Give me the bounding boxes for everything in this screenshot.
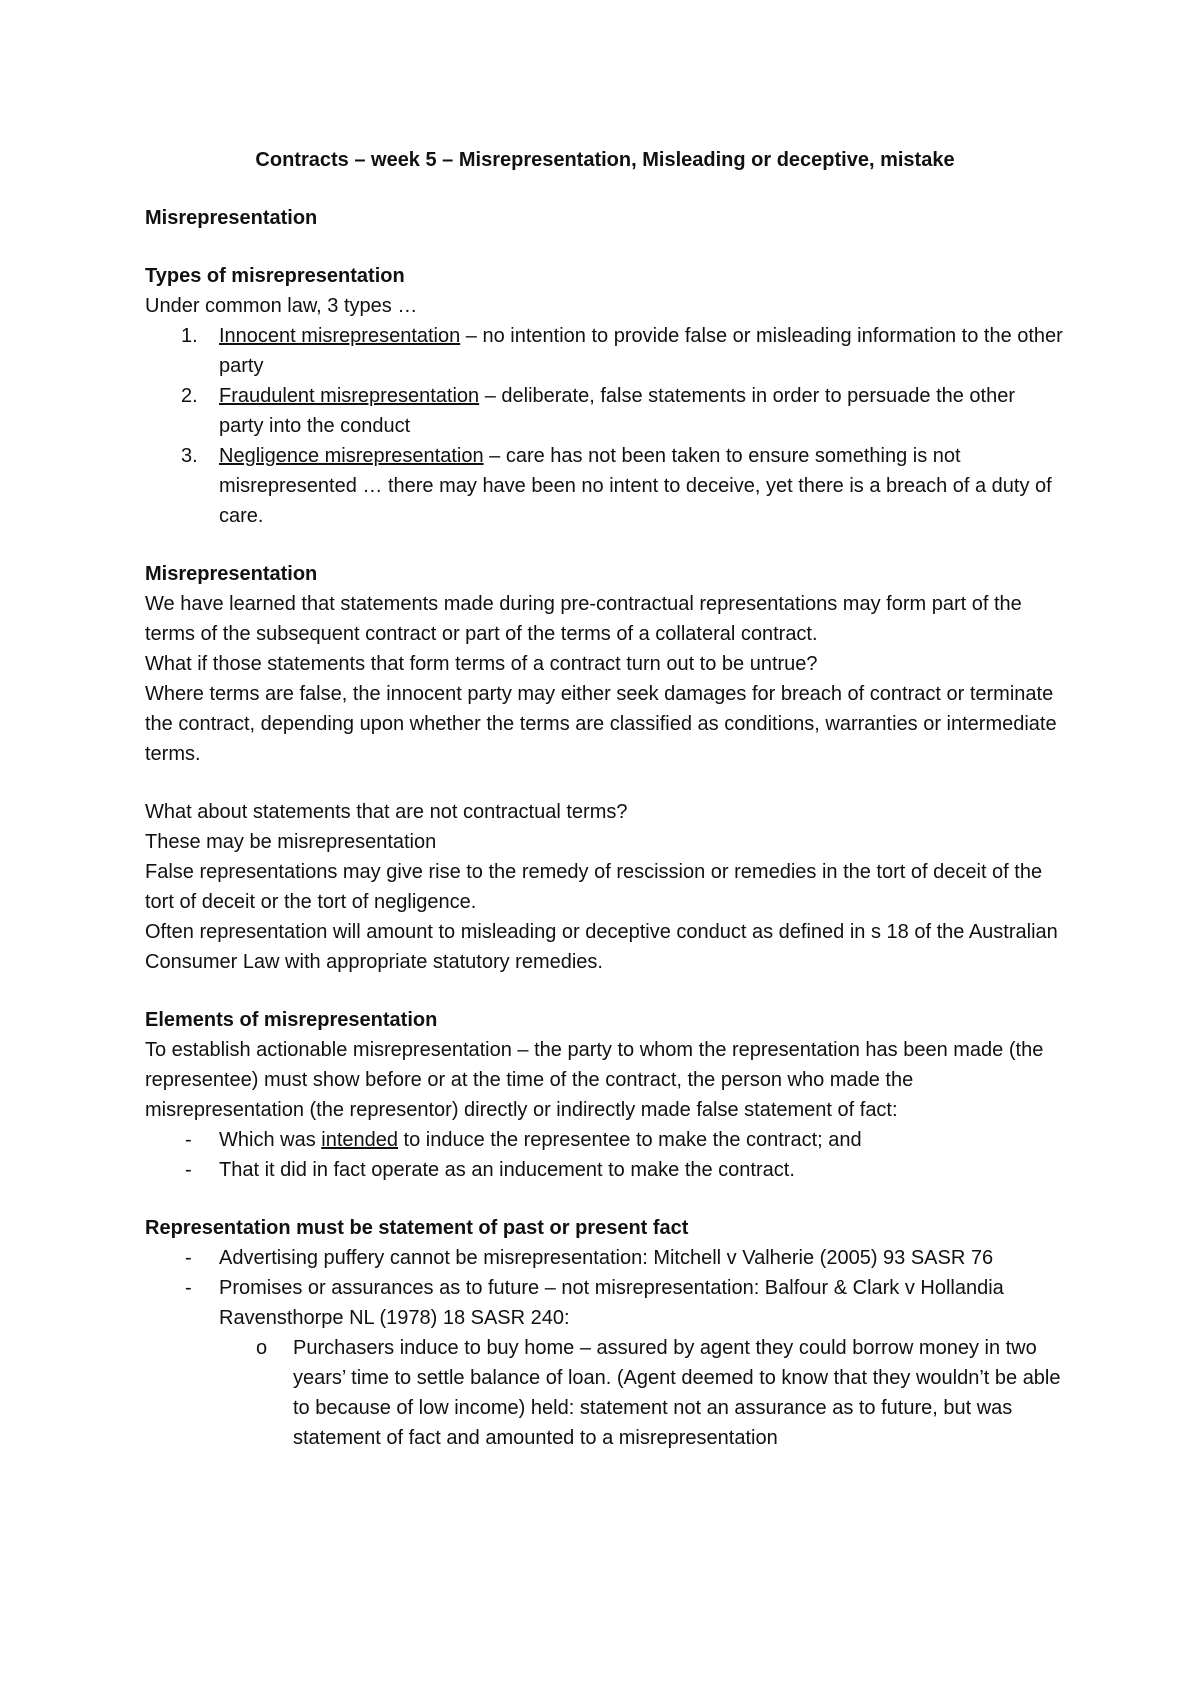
list-item-text: – no intention to provide false or misleading information to the other party [219, 325, 1063, 377]
list-item-text: Advertising puffery cannot be misrepresentation: Mitchell v Valherie (2005) 93 SASR 76 [219, 1247, 994, 1269]
term-fraudulent: Fraudulent misrepresentation [219, 385, 480, 407]
list-item [145, 381, 1065, 441]
blank-line [145, 769, 1065, 797]
fact-list [145, 1243, 1065, 1453]
term-innocent: Innocent misrepresentation [219, 325, 461, 347]
types-list [145, 321, 1065, 531]
list-number: 1. [181, 325, 198, 347]
dash-bullet: - [185, 1129, 192, 1151]
list-item-text: to induce the representee to make the contract; and [398, 1129, 862, 1151]
misrep-section [145, 559, 1065, 977]
list-item-text: – deliberate, false statements in order to persuade the other party into the conduct [219, 385, 1016, 437]
paragraph: False representations may give rise to the remedy of rescission or remedies in the tort of deceit of the tort of deceit or the tort of negligence. [145, 861, 1043, 913]
list-item [145, 1273, 1065, 1453]
paragraph: What if those statements that form terms of a contract turn out to be untrue? [145, 653, 818, 675]
list-item-text: Which was [219, 1129, 322, 1151]
term-negligence: Negligence misrepresentation [219, 445, 484, 467]
list-item-text: – care has not been taken to ensure something is not misrepresented … there may have been no intent to deceive, yet there is a breach of a duty of care. [219, 445, 1052, 527]
dash-bullet: - [185, 1277, 192, 1299]
paragraph: We have learned that statements made during pre-contractual representations may form part of the terms of the subsequent contract or part of the terms of a collateral contract. [145, 593, 1022, 645]
paragraph: Often representation will amount to misleading or deceptive conduct as defined in s 18 of the Australian Consumer Law with appropriate statutory remedies. [145, 921, 1058, 973]
sub-list-item-text: Purchasers induce to buy home – assured by agent they could borrow money in two years’ time to settle balance of loan. (Agent deemed to know that they wouldn’t be able to because of low income) held: statement not an assurance as to future, but was statement of fact and amounted to a misrepresentation [293, 1337, 1061, 1449]
document-body [145, 145, 1065, 1453]
types-intro: Under common law, 3 types … [145, 295, 418, 317]
circle-bullet: o [256, 1337, 268, 1359]
paragraph: What about statements that are not contractual terms? [145, 801, 628, 823]
elements-list [145, 1125, 1065, 1185]
paragraph: These may be misrepresentation [145, 831, 437, 853]
misrep-heading: Misrepresentation [145, 563, 318, 585]
elements-heading: Elements of misrepresentation [145, 1009, 438, 1031]
term-intended: intended [321, 1129, 398, 1151]
list-item [145, 441, 1065, 531]
dash-bullet: - [185, 1247, 192, 1269]
paragraph: Where terms are false, the innocent party may either seek damages for breach of contract or terminate the contract, depending upon whether the terms are classified as conditions, warranties or intermediate terms. [145, 683, 1057, 765]
fact-section [145, 1213, 1065, 1453]
dash-bullet: - [185, 1159, 192, 1181]
list-item-text: That it did in fact operate as an inducement to make the contract. [219, 1159, 795, 1181]
list-item [145, 1243, 1065, 1273]
list-item [145, 321, 1065, 381]
section-heading-misrepresentation: Misrepresentation [145, 207, 318, 229]
list-item [145, 1155, 1065, 1185]
elements-section [145, 1005, 1065, 1185]
document-title: Contracts – week 5 – Misrepresentation, Misleading or deceptive, mistake [255, 149, 955, 171]
sub-list-item [219, 1333, 1065, 1453]
list-item [145, 1125, 1065, 1155]
types-heading: Types of misrepresentation [145, 265, 405, 287]
fact-sublist [219, 1333, 1065, 1453]
list-item-text: Promises or assurances as to future – not misrepresentation: Balfour & Clark v Hollandia Ravensthorpe NL (1978) 18 SASR 240: [219, 1277, 1004, 1329]
list-number: 3. [181, 445, 198, 467]
list-number: 2. [181, 385, 198, 407]
fact-heading: Representation must be statement of past or present fact [145, 1217, 689, 1239]
types-section [145, 261, 1065, 531]
elements-intro: To establish actionable misrepresentation – the party to whom the representation has been made (the representee) must show before or at the time of the contract, the person who made the misrepresentation (the representor) directly or indirectly made false statement of fact: [145, 1039, 1044, 1121]
